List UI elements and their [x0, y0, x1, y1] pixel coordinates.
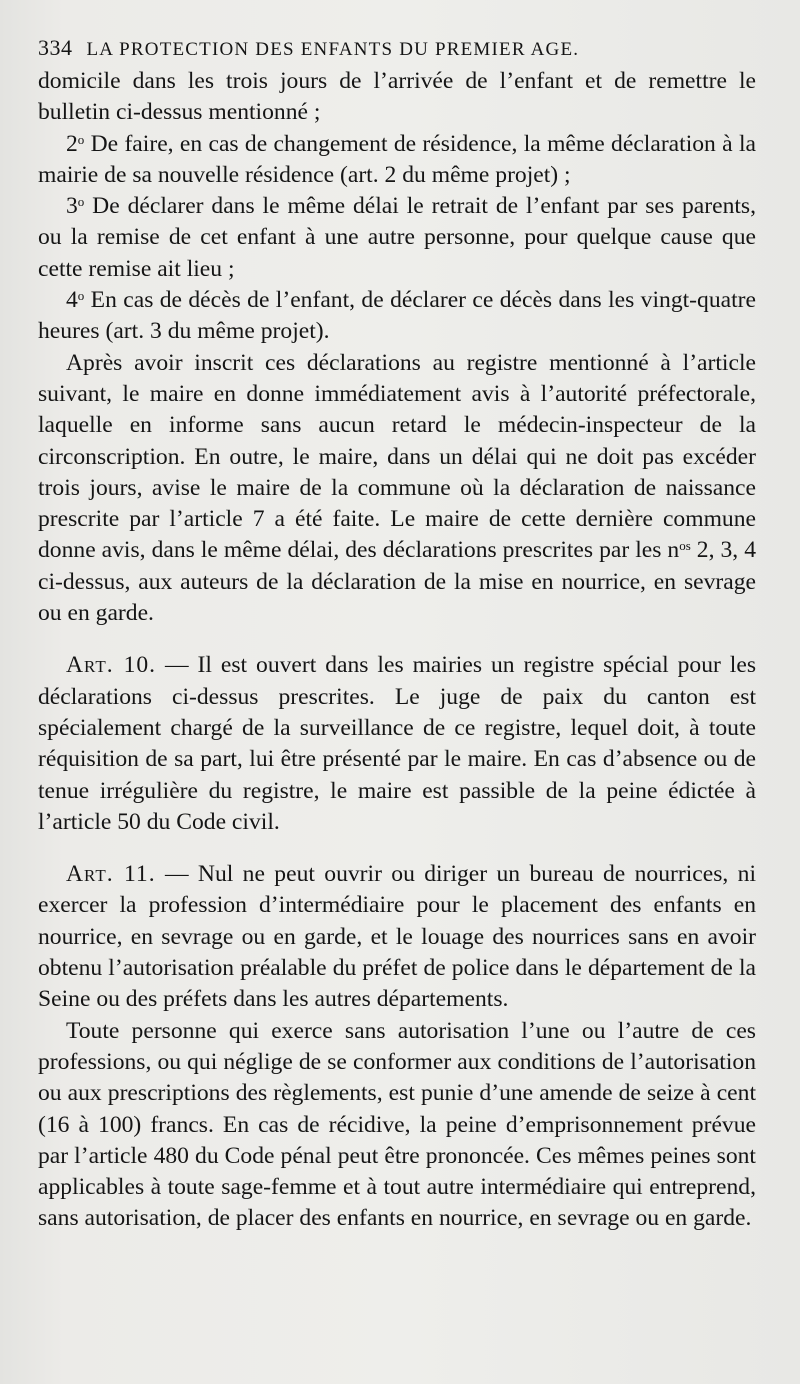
article-text: — Nul ne peut ouvrir ou diriger un bureau de nourrices, ni exercer la profession d’intermédiaire pour le placement des enfants en nourrice, en sevrage ou en garde, et le louage des nourrices sans en avoir obtenu l’autorisation préalable du préfet de police dans le département de la Seine ou des préfets dans les autres départements.: [38, 861, 757, 1013]
item-number: 3: [66, 193, 78, 220]
item-number: 2: [66, 130, 78, 157]
running-header: [38, 34, 756, 64]
paragraph-continuation: domicile dans les trois jours de l’arrivée de l’enfant et de remettre le bulletin ci-dessus mentionné ;: [38, 68, 756, 126]
paragraph-text: Après avoir inscrit ces déclarations au registre mentionné à l’article suivant, le maire en donne immédiatement avis à l’autorité préfectorale, laquelle en informe sans aucun retard le médecin-inspecteur de la circonscription. En outre, le maire, dans un délai qui ne doit pas excéder trois jours, avise le maire de la commune où la déclaration de naissance prescrite par l’article 7 a été faite. Le maire de cette dernière commune donne avis, dans le même délai, des déclarations prescrites par les n: [38, 349, 756, 564]
paragraph-notification: [38, 348, 756, 630]
running-title: LA PROTECTION DES ENFANTS DU PREMIER AGE.: [86, 39, 580, 60]
item-text: De faire, en cas de changement de résidence, la même déclaration à la mairie de sa nouvelle résidence (art. 2 du même projet) ;: [38, 130, 756, 188]
item-number: 4: [66, 287, 78, 314]
ordinal-marker: o: [77, 288, 85, 304]
article-11: [38, 859, 756, 1015]
body-text: [38, 66, 756, 1235]
item-text: En cas de décès de l’enfant, de déclarer ce décès dans les vingt-quatre heures (art. 3 du même projet).: [38, 287, 756, 345]
article-label: Art. 10.: [66, 652, 157, 679]
paragraph-penalties: Toute personne qui exerce sans autorisation l’une ou l’autre de ces professions, ou qui néglige de se conformer aux conditions de l’autorisation ou aux prescriptions des règlements, est punie d’une amende de seize à cent (16 à 100) francs. En cas de récidive, la peine d’emprisonnement prévue par l’article 480 du Code pénal peut être prononcée. Ces mêmes peines sont applicables à toute sage-femme et à tout autre intermédiaire qui entreprend, sans autorisation, de placer des enfants en nourrice, en sevrage ou en garde.: [38, 1017, 756, 1232]
paragraph-item-3: [38, 191, 756, 285]
paragraph-item-2: [38, 129, 756, 192]
article-text: — Il est ouvert dans les mairies un registre spécial pour les déclarations ci-dessus prescrites. Le juge de paix du canton est spécialement chargé de la surveillance de ce registre, lequel doit, à toute réquisition de sa part, lui être présenté par le maire. En cas d’absence ou de tenue irrégulière du registre, le maire est passible de la peine édictée à l’article 50 du Code civil.: [38, 652, 756, 835]
numero-superscript: os: [679, 538, 691, 554]
paragraph-item-4: [38, 285, 756, 348]
article-10: [38, 650, 756, 838]
ordinal-marker: o: [77, 131, 85, 147]
paragraph-text: 2, 3, 4 ci-dessus, aux auteurs de la déclaration de la mise en nourrice, en sevrage ou en garde.: [38, 537, 756, 627]
page-number: 334: [38, 35, 73, 60]
item-text: De déclarer dans le même délai le retrait de l’enfant par ses parents, ou la remise de cet enfant à une autre personne, pour quelque cause que cette remise ait lieu ;: [38, 193, 756, 282]
article-label: Art. 11.: [66, 861, 156, 888]
ordinal-marker: o: [77, 194, 85, 210]
